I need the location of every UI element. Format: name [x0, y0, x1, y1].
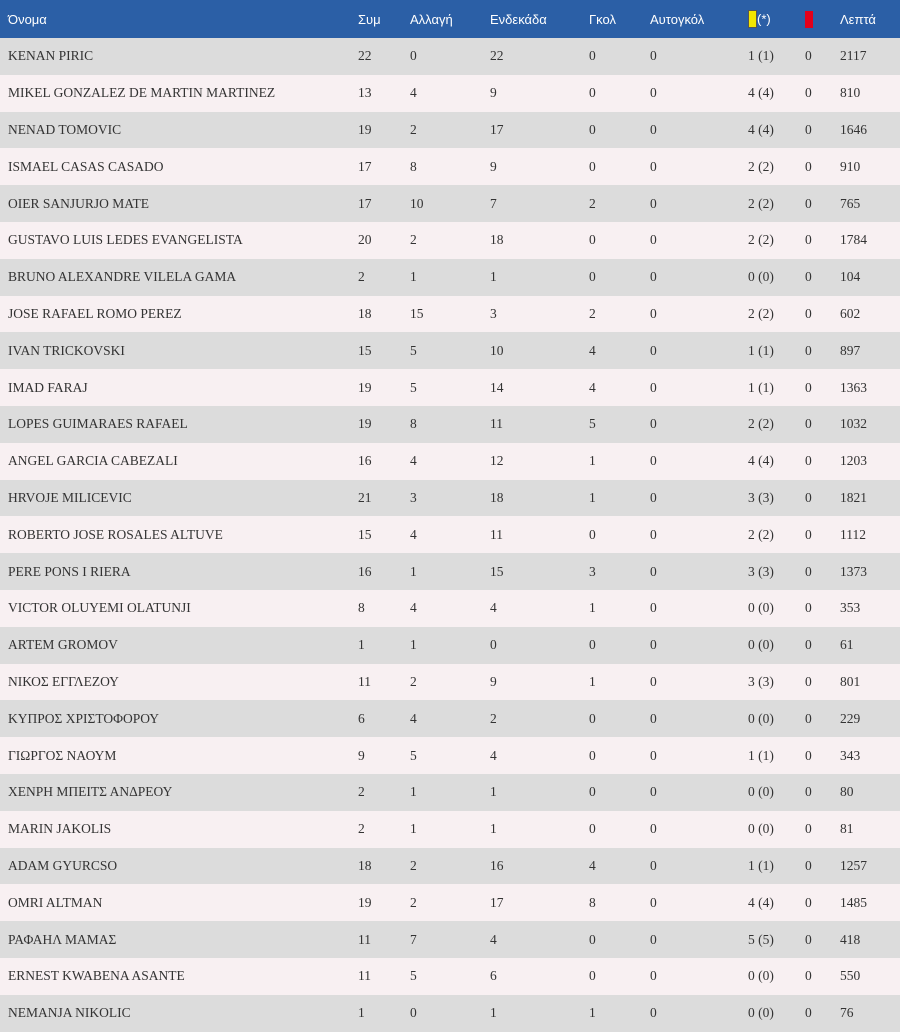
player-red-cards: 0	[805, 821, 812, 837]
player-name: NENAD TOMOVIC	[8, 121, 122, 137]
player-minutes: 81	[840, 821, 854, 837]
player-goals: 0	[589, 158, 596, 174]
player-apps: 18	[358, 857, 372, 873]
player-red-cards: 0	[805, 416, 812, 432]
player-sub: 0	[410, 1005, 417, 1021]
player-name: HRVOJE MILICEVIC	[8, 489, 132, 505]
player-yellow-cards: 2 (2)	[748, 158, 774, 174]
player-yellow-cards: 0 (0)	[748, 821, 774, 837]
player-goals: 0	[589, 968, 596, 984]
player-goals: 0	[589, 121, 596, 137]
player-minutes: 1373	[840, 563, 867, 579]
player-yellow-cards: 2 (2)	[748, 195, 774, 211]
player-red-cards: 0	[805, 232, 812, 248]
player-lineup: 18	[490, 232, 504, 248]
player-lineup: 4	[490, 600, 497, 616]
player-apps: 21	[358, 489, 372, 505]
player-name: IMAD FARAJ	[8, 379, 88, 395]
player-minutes: 61	[840, 637, 854, 653]
player-red-cards: 0	[805, 710, 812, 726]
player-goals: 0	[589, 747, 596, 763]
player-own-goals: 0	[650, 637, 657, 653]
player-yellow-cards: 1 (1)	[748, 48, 774, 64]
player-red-cards: 0	[805, 968, 812, 984]
player-red-cards: 0	[805, 305, 812, 321]
player-apps: 17	[358, 195, 372, 211]
player-apps: 16	[358, 453, 372, 469]
player-lineup: 9	[490, 158, 497, 174]
player-name: ΓΙΩΡΓΟΣ ΝΑΟΥΜ	[8, 747, 117, 763]
player-red-cards: 0	[805, 784, 812, 800]
player-sub: 1	[410, 563, 417, 579]
red-card-icon	[805, 11, 813, 28]
player-yellow-cards: 1 (1)	[748, 342, 774, 358]
player-name: NEMANJA NIKOLIC	[8, 1005, 131, 1021]
player-red-cards: 0	[805, 857, 812, 873]
player-minutes: 418	[840, 931, 861, 947]
player-name: KENAN PIRIC	[8, 48, 94, 64]
player-sub: 4	[410, 526, 417, 542]
player-lineup: 1	[490, 784, 497, 800]
player-own-goals: 0	[650, 232, 657, 248]
player-yellow-cards: 4 (4)	[748, 453, 774, 469]
player-minutes: 1646	[840, 121, 867, 137]
player-apps: 1	[358, 637, 365, 653]
column-header-apps[interactable]: Συμ	[358, 11, 381, 27]
player-apps: 17	[358, 158, 372, 174]
player-yellow-cards: 3 (3)	[748, 563, 774, 579]
player-goals: 0	[589, 232, 596, 248]
player-yellow-cards: 4 (4)	[748, 894, 774, 910]
table-row	[0, 958, 900, 995]
player-red-cards: 0	[805, 489, 812, 505]
player-red-cards: 0	[805, 158, 812, 174]
player-goals: 1	[589, 673, 596, 689]
player-lineup: 22	[490, 48, 504, 64]
player-sub: 4	[410, 453, 417, 469]
player-goals: 1	[589, 1005, 596, 1021]
player-lineup: 2	[490, 710, 497, 726]
player-name: MIKEL GONZALEZ DE MARTIN MARTINEZ	[8, 85, 276, 101]
table-row	[0, 332, 900, 369]
player-apps: 18	[358, 305, 372, 321]
player-goals: 0	[589, 526, 596, 542]
player-apps: 22	[358, 48, 372, 64]
player-sub: 15	[410, 305, 424, 321]
player-own-goals: 0	[650, 158, 657, 174]
player-lineup: 16	[490, 857, 504, 873]
player-minutes: 1257	[840, 857, 867, 873]
player-apps: 19	[358, 121, 372, 137]
player-minutes: 1821	[840, 489, 867, 505]
player-sub: 1	[410, 821, 417, 837]
player-sub: 2	[410, 121, 417, 137]
player-goals: 8	[589, 894, 596, 910]
player-red-cards: 0	[805, 747, 812, 763]
player-own-goals: 0	[650, 48, 657, 64]
player-yellow-cards: 2 (2)	[748, 232, 774, 248]
player-sub: 1	[410, 269, 417, 285]
player-yellow-cards: 1 (1)	[748, 747, 774, 763]
player-apps: 11	[358, 673, 371, 689]
player-goals: 0	[589, 48, 596, 64]
player-sub: 2	[410, 673, 417, 689]
player-goals: 0	[589, 637, 596, 653]
table-row	[0, 590, 900, 627]
player-goals: 4	[589, 857, 596, 873]
player-red-cards: 0	[805, 121, 812, 137]
player-lineup: 15	[490, 563, 504, 579]
player-sub: 5	[410, 379, 417, 395]
player-red-cards: 0	[805, 637, 812, 653]
player-minutes: 343	[840, 747, 861, 763]
player-lineup: 12	[490, 453, 504, 469]
player-apps: 13	[358, 85, 372, 101]
player-red-cards: 0	[805, 379, 812, 395]
player-goals: 0	[589, 710, 596, 726]
player-red-cards: 0	[805, 600, 812, 616]
table-row	[0, 296, 900, 333]
player-lineup: 11	[490, 416, 503, 432]
player-own-goals: 0	[650, 747, 657, 763]
player-minutes: 1363	[840, 379, 867, 395]
player-name: MARIN JAKOLIS	[8, 821, 112, 837]
yellow-card-icon	[748, 10, 757, 28]
player-minutes: 1203	[840, 453, 867, 469]
player-yellow-cards: 0 (0)	[748, 1005, 774, 1021]
player-own-goals: 0	[650, 931, 657, 947]
player-rows	[0, 38, 900, 1032]
player-name: JOSE RAFAEL ROMO PEREZ	[8, 305, 182, 321]
player-lineup: 1	[490, 1005, 497, 1021]
player-red-cards: 0	[805, 48, 812, 64]
player-name: PERE PONS I RIERA	[8, 563, 131, 579]
player-lineup: 9	[490, 673, 497, 689]
player-lineup: 11	[490, 526, 503, 542]
player-sub: 3	[410, 489, 417, 505]
table-row	[0, 185, 900, 222]
player-red-cards: 0	[805, 931, 812, 947]
player-own-goals: 0	[650, 269, 657, 285]
player-apps: 20	[358, 232, 372, 248]
player-name: OIER SANJURJO MATE	[8, 195, 150, 211]
player-goals: 0	[589, 821, 596, 837]
player-apps: 2	[358, 269, 365, 285]
table-row	[0, 848, 900, 885]
player-minutes: 897	[840, 342, 861, 358]
player-own-goals: 0	[650, 784, 657, 800]
player-yellow-cards: 0 (0)	[748, 968, 774, 984]
player-own-goals: 0	[650, 710, 657, 726]
table-row	[0, 38, 900, 75]
player-name: ΚΥΠΡΟΣ ΧΡΙΣΤΟΦΟΡΟΥ	[8, 710, 160, 726]
player-apps: 19	[358, 416, 372, 432]
player-lineup: 1	[490, 269, 497, 285]
player-name: LOPES GUIMARAES RAFAEL	[8, 416, 188, 432]
player-goals: 4	[589, 342, 596, 358]
player-yellow-cards: 2 (2)	[748, 526, 774, 542]
player-lineup: 10	[490, 342, 504, 358]
player-own-goals: 0	[650, 821, 657, 837]
player-own-goals: 0	[650, 195, 657, 211]
player-red-cards: 0	[805, 453, 812, 469]
player-apps: 15	[358, 526, 372, 542]
player-red-cards: 0	[805, 673, 812, 689]
player-apps: 2	[358, 821, 365, 837]
table-header-row	[0, 0, 900, 38]
player-minutes: 1485	[840, 894, 867, 910]
player-goals: 0	[589, 269, 596, 285]
player-yellow-cards: 4 (4)	[748, 85, 774, 101]
column-header-goals[interactable]: Γκολ	[589, 11, 616, 27]
player-apps: 2	[358, 784, 365, 800]
player-yellow-cards: 3 (3)	[748, 489, 774, 505]
player-own-goals: 0	[650, 600, 657, 616]
column-header-red[interactable]	[797, 0, 832, 38]
player-goals: 1	[589, 600, 596, 616]
table-row	[0, 148, 900, 185]
player-lineup: 17	[490, 121, 504, 137]
table-row	[0, 811, 900, 848]
player-sub: 4	[410, 710, 417, 726]
player-apps: 1	[358, 1005, 365, 1021]
player-red-cards: 0	[805, 563, 812, 579]
player-red-cards: 0	[805, 269, 812, 285]
player-red-cards: 0	[805, 894, 812, 910]
table-row	[0, 664, 900, 701]
table-row	[0, 553, 900, 590]
column-header-minutes[interactable]: Λεπτά	[840, 11, 876, 27]
player-minutes: 80	[840, 784, 854, 800]
player-name: IVAN TRICKOVSKI	[8, 342, 125, 358]
column-header-own-goals[interactable]: Αυτογκόλ	[650, 11, 705, 27]
player-name: BRUNO ALEXANDRE VILELA GAMA	[8, 269, 237, 285]
player-goals: 5	[589, 416, 596, 432]
player-apps: 19	[358, 379, 372, 395]
column-header-yellow[interactable]	[740, 0, 797, 38]
player-apps: 8	[358, 600, 365, 616]
player-sub: 1	[410, 637, 417, 653]
table-row	[0, 406, 900, 443]
player-goals: 0	[589, 784, 596, 800]
player-own-goals: 0	[650, 379, 657, 395]
player-sub: 2	[410, 894, 417, 910]
player-goals: 1	[589, 453, 596, 469]
column-header-sub[interactable]: Αλλαγή	[410, 11, 453, 27]
player-name: ANGEL GARCIA CABEZALI	[8, 453, 178, 469]
player-sub: 8	[410, 158, 417, 174]
player-name: VICTOR OLUYEMI OLATUNJI	[8, 600, 191, 616]
player-own-goals: 0	[650, 563, 657, 579]
player-yellow-cards: 0 (0)	[748, 784, 774, 800]
player-red-cards: 0	[805, 1005, 812, 1021]
player-goals: 2	[589, 195, 596, 211]
player-apps: 16	[358, 563, 372, 579]
table-row	[0, 516, 900, 553]
player-lineup: 9	[490, 85, 497, 101]
player-goals: 3	[589, 563, 596, 579]
player-apps: 11	[358, 931, 371, 947]
player-lineup: 4	[490, 747, 497, 763]
player-sub: 10	[410, 195, 424, 211]
player-sub: 5	[410, 968, 417, 984]
player-lineup: 6	[490, 968, 497, 984]
player-yellow-cards: 5 (5)	[748, 931, 774, 947]
player-goals: 0	[589, 85, 596, 101]
player-name: OMRI ALTMAN	[8, 894, 103, 910]
player-sub: 7	[410, 931, 417, 947]
table-row	[0, 222, 900, 259]
column-header-name[interactable]: Όνομα	[8, 11, 47, 27]
table-row	[0, 480, 900, 517]
player-goals: 0	[589, 931, 596, 947]
player-own-goals: 0	[650, 526, 657, 542]
player-own-goals: 0	[650, 85, 657, 101]
player-yellow-cards: 0 (0)	[748, 637, 774, 653]
player-own-goals: 0	[650, 121, 657, 137]
player-own-goals: 0	[650, 894, 657, 910]
player-minutes: 1784	[840, 232, 867, 248]
player-sub: 4	[410, 85, 417, 101]
player-yellow-cards: 4 (4)	[748, 121, 774, 137]
player-yellow-cards: 0 (0)	[748, 710, 774, 726]
player-sub: 0	[410, 48, 417, 64]
player-red-cards: 0	[805, 342, 812, 358]
player-name: ISMAEL CASAS CASADO	[8, 158, 164, 174]
player-lineup: 4	[490, 931, 497, 947]
player-lineup: 0	[490, 637, 497, 653]
yellow-star-label: (*)	[757, 11, 771, 27]
player-minutes: 910	[840, 158, 861, 174]
player-goals: 2	[589, 305, 596, 321]
player-yellow-cards: 3 (3)	[748, 673, 774, 689]
table-row	[0, 112, 900, 149]
player-red-cards: 0	[805, 85, 812, 101]
player-sub: 2	[410, 857, 417, 873]
column-header-lineup[interactable]: Ενδεκάδα	[490, 11, 547, 27]
player-apps: 6	[358, 710, 365, 726]
table-row	[0, 75, 900, 112]
player-minutes: 76	[840, 1005, 854, 1021]
player-red-cards: 0	[805, 195, 812, 211]
table-row	[0, 369, 900, 406]
player-lineup: 17	[490, 894, 504, 910]
player-minutes: 1032	[840, 416, 867, 432]
player-own-goals: 0	[650, 489, 657, 505]
player-minutes: 801	[840, 673, 861, 689]
player-name: GUSTAVO LUIS LEDES EVANGELISTA	[8, 232, 243, 248]
player-goals: 4	[589, 379, 596, 395]
table-row	[0, 627, 900, 664]
player-yellow-cards: 2 (2)	[748, 416, 774, 432]
player-own-goals: 0	[650, 1005, 657, 1021]
table-row	[0, 259, 900, 296]
player-goals: 1	[589, 489, 596, 505]
player-name: ΝΙΚΟΣ ΕΓΓΛΕΖΟΥ	[8, 673, 119, 689]
player-sub: 8	[410, 416, 417, 432]
player-own-goals: 0	[650, 416, 657, 432]
player-minutes: 765	[840, 195, 861, 211]
player-minutes: 1112	[840, 526, 866, 542]
table-row	[0, 443, 900, 480]
table-row	[0, 737, 900, 774]
player-name: ADAM GYURCSO	[8, 857, 118, 873]
player-own-goals: 0	[650, 673, 657, 689]
player-name: ARTEM GROMOV	[8, 637, 118, 653]
player-yellow-cards: 0 (0)	[748, 269, 774, 285]
player-name: ROBERTO JOSE ROSALES ALTUVE	[8, 526, 223, 542]
player-own-goals: 0	[650, 305, 657, 321]
player-apps: 9	[358, 747, 365, 763]
player-sub: 2	[410, 232, 417, 248]
table-row	[0, 921, 900, 958]
player-yellow-cards: 2 (2)	[748, 305, 774, 321]
player-minutes: 810	[840, 85, 861, 101]
player-lineup: 7	[490, 195, 497, 211]
player-lineup: 18	[490, 489, 504, 505]
player-apps: 11	[358, 968, 371, 984]
player-sub: 5	[410, 747, 417, 763]
player-yellow-cards: 0 (0)	[748, 600, 774, 616]
player-apps: 19	[358, 894, 372, 910]
player-lineup: 14	[490, 379, 504, 395]
player-own-goals: 0	[650, 342, 657, 358]
player-yellow-cards: 1 (1)	[748, 857, 774, 873]
player-sub: 1	[410, 784, 417, 800]
player-minutes: 229	[840, 710, 861, 726]
table-row	[0, 995, 900, 1032]
player-minutes: 353	[840, 600, 861, 616]
player-yellow-cards: 1 (1)	[748, 379, 774, 395]
player-minutes: 602	[840, 305, 861, 321]
table-row	[0, 700, 900, 737]
player-minutes: 550	[840, 968, 861, 984]
player-name: ΧΕΝΡΗ ΜΠΕΙΤΣ ΑΝΔΡΕΟΥ	[8, 784, 173, 800]
player-sub: 4	[410, 600, 417, 616]
player-red-cards: 0	[805, 526, 812, 542]
player-lineup: 1	[490, 821, 497, 837]
player-name: ΡΑΦΑΗΛ ΜΑΜΑΣ	[8, 931, 117, 947]
table-row	[0, 774, 900, 811]
player-own-goals: 0	[650, 453, 657, 469]
player-name: ERNEST KWABENA ASANTE	[8, 968, 185, 984]
player-apps: 15	[358, 342, 372, 358]
player-minutes: 104	[840, 269, 861, 285]
player-lineup: 3	[490, 305, 497, 321]
player-own-goals: 0	[650, 857, 657, 873]
player-minutes: 2117	[840, 48, 867, 64]
player-own-goals: 0	[650, 968, 657, 984]
player-sub: 5	[410, 342, 417, 358]
table-row	[0, 884, 900, 921]
